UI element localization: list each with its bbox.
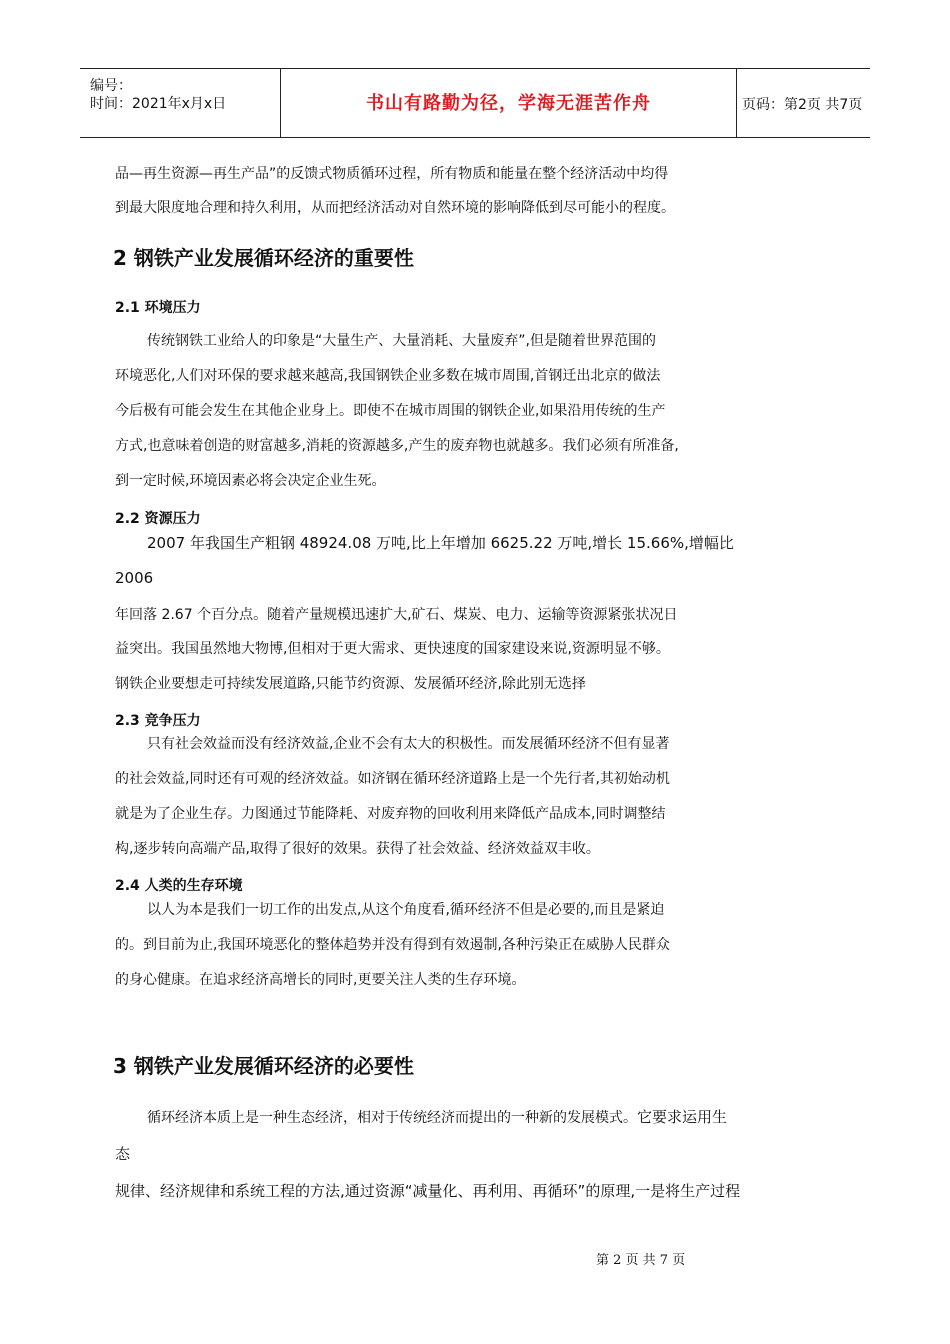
subsection-2-1-title: 2.1 环境压力: [115, 300, 201, 316]
s21-line-3: 今后极有可能会发生在其他企业身上。即使不在城市周围的钢铁企业,如果沿用传统的生产: [115, 403, 666, 419]
s21-line-4: 方式,也意味着创造的财富越多,消耗的资源越多,产生的废弃物也就越多。我们必须有所准备,: [115, 438, 679, 454]
s23-line-2: 的社会效益,同时还有可观的经济效益。如济钢在循环经济道路上是一个先行者,其初始动机: [115, 771, 670, 787]
section-2-title: 2 钢铁产业发展循环经济的重要性: [113, 246, 414, 270]
s22-line-4: 益突出。我国虽然地大物博,但相对于更大需求、更快速度的国家建设来说,资源明显不够。: [115, 641, 670, 657]
subsection-2-3-title: 2.3 竞争压力: [115, 713, 201, 729]
page-header: [80, 68, 870, 138]
document-date-label: 时间：2021年x月x日: [90, 96, 227, 112]
header-page-number: 页码：第2页 共7页: [742, 97, 863, 113]
s24-line-1: 以人为本是我们一切工作的出发点,从这个角度看,循环经济不但是必要的,而且是紧迫: [147, 902, 665, 918]
header-motto: 书山有路勤为径，学海无涯苦作舟: [366, 93, 651, 114]
s21-line-5: 到一定时候,环境因素必将会决定企业生死。: [115, 473, 386, 489]
s3-line-2: 态: [115, 1145, 131, 1163]
subsection-2-4-title: 2.4 人类的生存环境: [115, 878, 243, 894]
intro-line-1: 品—再生资源—再生产品”的反馈式物质循环过程，所有物质和能量在整个经济活动中均得: [115, 166, 669, 182]
s22-line-3: 年回落 2.67 个百分点。随着产量规模迅速扩大,矿石、煤炭、电力、运输等资源紧张状况日: [115, 607, 678, 623]
s3-line-3: 规律、经济规律和系统工程的方法,通过资源“减量化、再利用、再循环”的原理,一是将生产过程: [115, 1182, 741, 1200]
s21-line-1: 传统钢铁工业给人的印象是“大量生产、大量消耗、大量废弃”,但是随着世界范围的: [147, 333, 656, 349]
header-motto-cell: [280, 69, 737, 137]
s3-line-1-continuation: 它要求运用生: [637, 1108, 728, 1126]
s23-line-4: 构,逐步转向高端产品,取得了很好的效果。获得了社会效益、经济效益双丰收。: [115, 841, 600, 857]
header-right-cell: [736, 69, 870, 137]
s22-line-1: 2007 年我国生产粗钢 48924.08 万吨,比上年增加 6625.22 万吨,增长 15.66%,增幅比: [147, 534, 734, 552]
document-code-label: 编号：: [90, 78, 132, 94]
s24-line-3: 的身心健康。在追求经济高增长的同时,更要关注人类的生存环境。: [115, 972, 526, 988]
s22-line-5: 钢铁企业要想走可持续发展道路,只能节约资源、发展循环经济,除此别无选择: [115, 676, 586, 692]
s3-line-1: [147, 1106, 727, 1127]
intro-line-2: 到最大限度地合理和持久利用，从而把经济活动对自然环境的影响降低到尽可能小的程度。: [115, 200, 675, 216]
s22-line-2: 2006: [115, 569, 154, 587]
header-left-cell: [80, 69, 280, 137]
subsection-2-2-title: 2.2 资源压力: [115, 511, 201, 527]
s21-line-2: 环境恶化,人们对环保的要求越来越高,我国钢铁企业多数在城市周围,首钢迁出北京的做法: [115, 368, 661, 384]
page-footer: 第 2 页 共 7 页: [596, 1253, 686, 1268]
s23-line-3: 就是为了企业生存。力图通过节能降耗、对废弃物的回收利用来降低产品成本,同时调整结: [115, 806, 666, 822]
s24-line-2: 的。到目前为止,我国环境恶化的整体趋势并没有得到有效遏制,各种污染正在威胁人民群众: [115, 937, 670, 953]
section-3-title: 3 钢铁产业发展循环经济的必要性: [113, 1054, 414, 1078]
s23-line-1: 只有社会效益而没有经济效益,企业不会有太大的积极性。而发展循环经济不但有显著: [147, 736, 670, 752]
s3-line-1-text: 循环经济本质上是一种生态经济，相对于传统经济而提出的一种新的发展模式。: [147, 1110, 637, 1126]
